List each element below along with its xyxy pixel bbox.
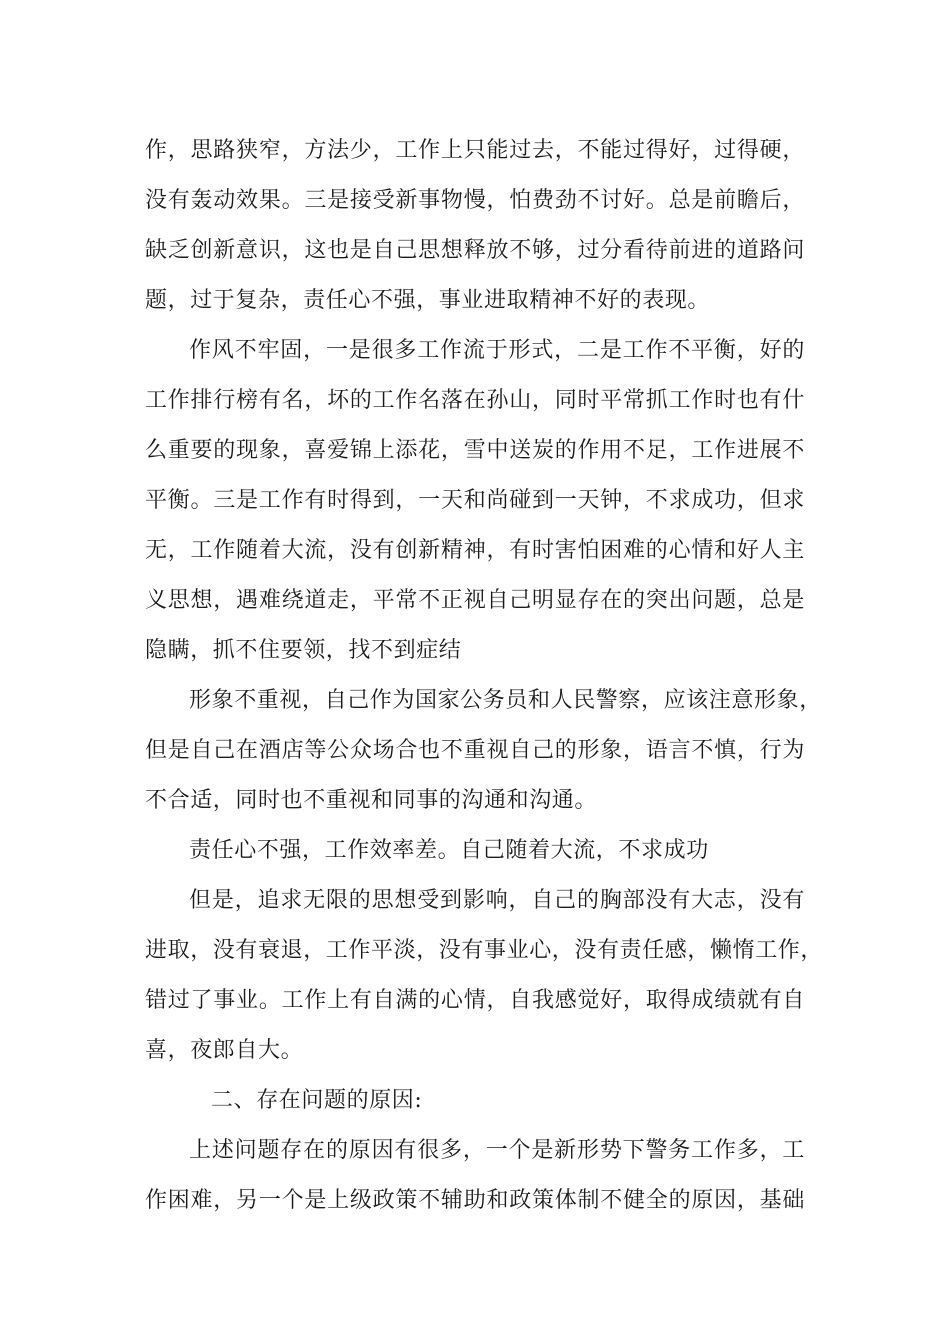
text-line: 没有轰动效果。三是接受新事物慢，怕费劲不讨好。总是前瞻后， <box>145 188 805 213</box>
text-line: 作，思路狭窄，方法少，工作上只能过去，不能过得好，过得硬， <box>145 138 805 163</box>
text-line: 喜，夜郎自大。 <box>145 1038 304 1063</box>
paragraph-first-line: 责任心不强，工作效率差。自己随着大流，不求成功 <box>189 838 709 863</box>
text-line: 隐瞒，抓不住要领，找不到症结 <box>145 638 462 663</box>
paragraph-first-line: 作风不牢固，一是很多工作流于形式，二是工作不平衡，好的 <box>189 338 805 363</box>
text-line: 题，过于复杂，责任心不强，事业进取精神不好的表现。 <box>145 288 711 313</box>
text-line: 但是自己在酒店等公众场合也不重视自己的形象，语言不慎，行为 <box>145 738 805 763</box>
text-line: 义思想，遇难绕道走，平常不正视自己明显存在的突出问题，总是 <box>145 588 805 613</box>
text-line: 不合适，同时也不重视和同事的沟通和沟通。 <box>145 788 598 813</box>
paragraph-first-line: 上述问题存在的原因有很多，一个是新形势下警务工作多，工 <box>189 1138 805 1163</box>
text-line: 平衡。三是工作有时得到，一天和尚碰到一天钟，不求成功，但求 <box>145 488 805 513</box>
paragraph-first-line: 但是，追求无限的思想受到影响，自己的胸部没有大志，没有 <box>189 888 805 913</box>
text-line: 作困难，另一个是上级政策不辅助和政策体制不健全的原因，基础 <box>145 1188 805 1213</box>
text-line: 错过了事业。工作上有自满的心情，自我感觉好，取得成绩就有自 <box>145 988 805 1013</box>
text-line: 无，工作随着大流，没有创新精神，有时害怕困难的心情和好人主 <box>145 538 805 563</box>
paragraph-first-line: 形象不重视，自己作为国家公务员和人民警察，应该注意形象， <box>189 688 822 713</box>
text-line: 进取，没有衰退，工作平淡，没有事业心，没有责任感，懒惰工作， <box>145 938 824 963</box>
text-line: 缺乏创新意识，这也是自己思想释放不够，过分看待前进的道路问 <box>145 238 805 263</box>
text-line: 工作排行榜有名，坏的工作名落在孙山，同时平常抓工作时也有什 <box>145 388 805 413</box>
section-heading: 二、存在问题的原因: <box>211 1088 423 1113</box>
text-line: 么重要的现象，喜爱锦上添花，雪中送炭的作用不足，工作进展不 <box>145 438 805 463</box>
